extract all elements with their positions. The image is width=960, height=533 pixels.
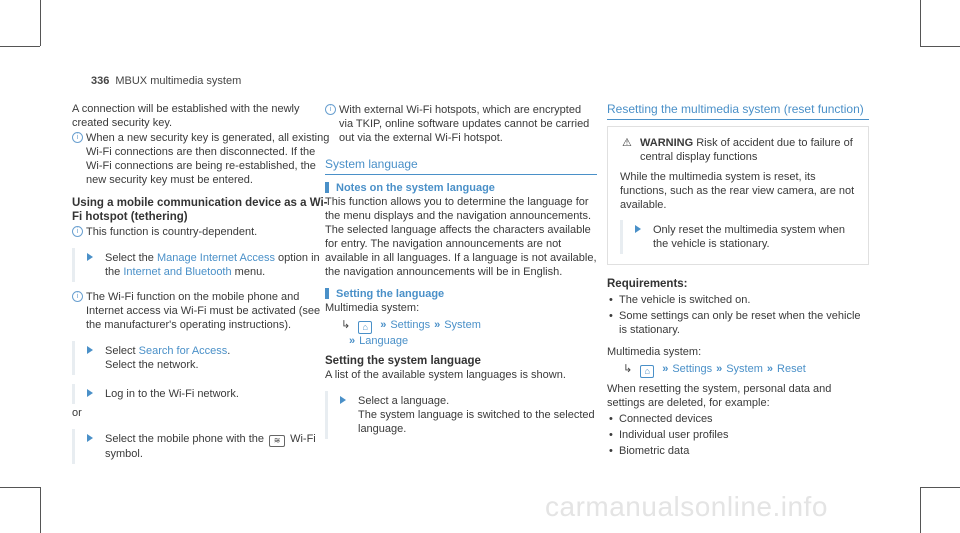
reset-section: Resetting the multimedia system (reset function)	[607, 102, 869, 120]
tip-note: i When a new security key is generated, all existing Wi-Fi connections are then disconnected. If the Wi-Fi connections are being re-established, the new security key must be entered.	[72, 131, 332, 187]
info-icon: i	[72, 132, 83, 143]
setting-language-heading: Setting the language	[325, 287, 597, 301]
multimedia-system-label: Multimedia system:	[325, 302, 420, 314]
info-icon: i	[325, 104, 336, 115]
search-for-access-link[interactable]: Search for Access	[138, 345, 228, 357]
path-system[interactable]: System	[444, 319, 481, 331]
system-language-section: System language	[325, 157, 597, 175]
setting-system-language-heading: Setting the system language	[325, 355, 481, 367]
crop-mark	[0, 46, 40, 47]
instruction-step: Select the mobile phone with the ≋ Wi-Fi symbol.	[72, 429, 332, 464]
or-text: or	[72, 407, 82, 419]
tethering-heading: Using a mobile communication device as a Wi-Fi hotspot (tethering)	[72, 197, 328, 223]
tip-note: i This function is country-dependent.	[72, 225, 332, 239]
info-icon: i	[72, 291, 83, 302]
crop-mark	[40, 0, 41, 46]
crop-mark	[40, 487, 41, 533]
instruction-step: Log in to the Wi-Fi network.	[72, 384, 332, 404]
step-arrow-icon	[635, 225, 641, 233]
crop-mark	[0, 487, 40, 488]
intro-text: A connection will be established with the newly created security key.	[72, 103, 300, 129]
instruction-step: Select the Manage Internet Access option in the Internet and Bluetooth menu.	[72, 248, 332, 282]
warning-text: While the multimedia system is reset, its functions, such as the rear view camera, are not available.	[620, 171, 855, 211]
info-icon: i	[72, 226, 83, 237]
column-right	[607, 102, 869, 458]
crop-mark	[920, 487, 960, 488]
page-title: MBUX multimedia system	[115, 75, 242, 87]
list-item: • Connected devices	[607, 412, 869, 426]
deleted-data-list	[607, 412, 869, 458]
column-left	[72, 102, 332, 464]
menu-path: ↳ ⌂ » Settings » System » Language	[341, 319, 481, 347]
language-notes-text: This function allows you to determine the language for the menu displays and the navigation announcements. The selected language affects the characters available for entry. The navigation announcements are not available in all languages. If a language is not available, the navigation announcements will be in English.	[325, 196, 597, 278]
path-system[interactable]: System	[726, 363, 763, 375]
warning-label: WARNING	[640, 137, 694, 149]
instruction-step: Select a language. The system language is switched to the selected language.	[325, 391, 597, 439]
notes-heading: Notes on the system language	[325, 181, 597, 195]
home-icon[interactable]: ⌂	[640, 365, 654, 378]
step-arrow-icon	[87, 346, 93, 354]
crop-mark	[920, 0, 921, 46]
step-arrow-icon	[87, 389, 93, 397]
menu-path: ↳ ⌂ » Settings » System » Reset	[623, 363, 806, 376]
list-item: • Some settings can only be reset when the vehicle is stationary.	[607, 309, 869, 337]
tip-note: i The Wi-Fi function on the mobile phone and Internet access via Wi-Fi must be activated (see the manufacturer's operating instructions).	[72, 290, 332, 332]
list-item: • The vehicle is switched on.	[607, 293, 869, 307]
reset-description: When resetting the system, personal data and settings are deleted, for example:	[607, 383, 832, 409]
watermark: carmanualsonline.info	[545, 491, 828, 522]
instruction-step: Select Search for Access. Select the network.	[72, 341, 332, 375]
warning-icon: ⚠	[622, 137, 632, 149]
multimedia-system-label: Multimedia system:	[607, 346, 702, 358]
path-settings[interactable]: Settings	[390, 319, 431, 331]
page-header	[91, 74, 241, 88]
path-arrow-icon: ↳	[623, 363, 633, 375]
path-language[interactable]: Language	[359, 335, 409, 347]
crop-mark	[920, 487, 921, 533]
list-item: • Biometric data	[607, 444, 869, 458]
list-item: • Individual user profiles	[607, 428, 869, 442]
languages-list-text: A list of the available system languages is shown.	[325, 369, 566, 381]
path-reset[interactable]: Reset	[777, 363, 806, 375]
page-number: 336	[91, 75, 110, 87]
path-arrow-icon: ↳	[341, 319, 351, 331]
step-arrow-icon	[87, 434, 93, 442]
wifi-icon: ≋	[269, 435, 285, 447]
step-arrow-icon	[87, 253, 93, 261]
step-arrow-icon	[340, 396, 346, 404]
crop-mark	[920, 46, 960, 47]
warning-box: ⚠ WARNING Risk of accident due to failure of central display functions While the multimedia system is reset, its functions, such as the rear view camera, are not available. Only reset the multimedia system when the vehicle is stationary.	[607, 126, 869, 265]
tip-note: i With external Wi-Fi hotspots, which are encrypted via TKIP, online software updates cannot be carried out via the external Wi-Fi hotspot.	[325, 103, 597, 145]
requirements-list	[607, 293, 869, 337]
home-icon[interactable]: ⌂	[358, 321, 372, 334]
manage-internet-access-link[interactable]: Manage Internet Access	[156, 252, 275, 264]
internet-bluetooth-link[interactable]: Internet and Bluetooth	[123, 266, 232, 278]
instruction-step: Only reset the multimedia system when the vehicle is stationary.	[620, 220, 856, 254]
path-settings[interactable]: Settings	[672, 363, 713, 375]
column-middle	[325, 102, 597, 439]
requirements-label: Requirements:	[607, 278, 688, 290]
